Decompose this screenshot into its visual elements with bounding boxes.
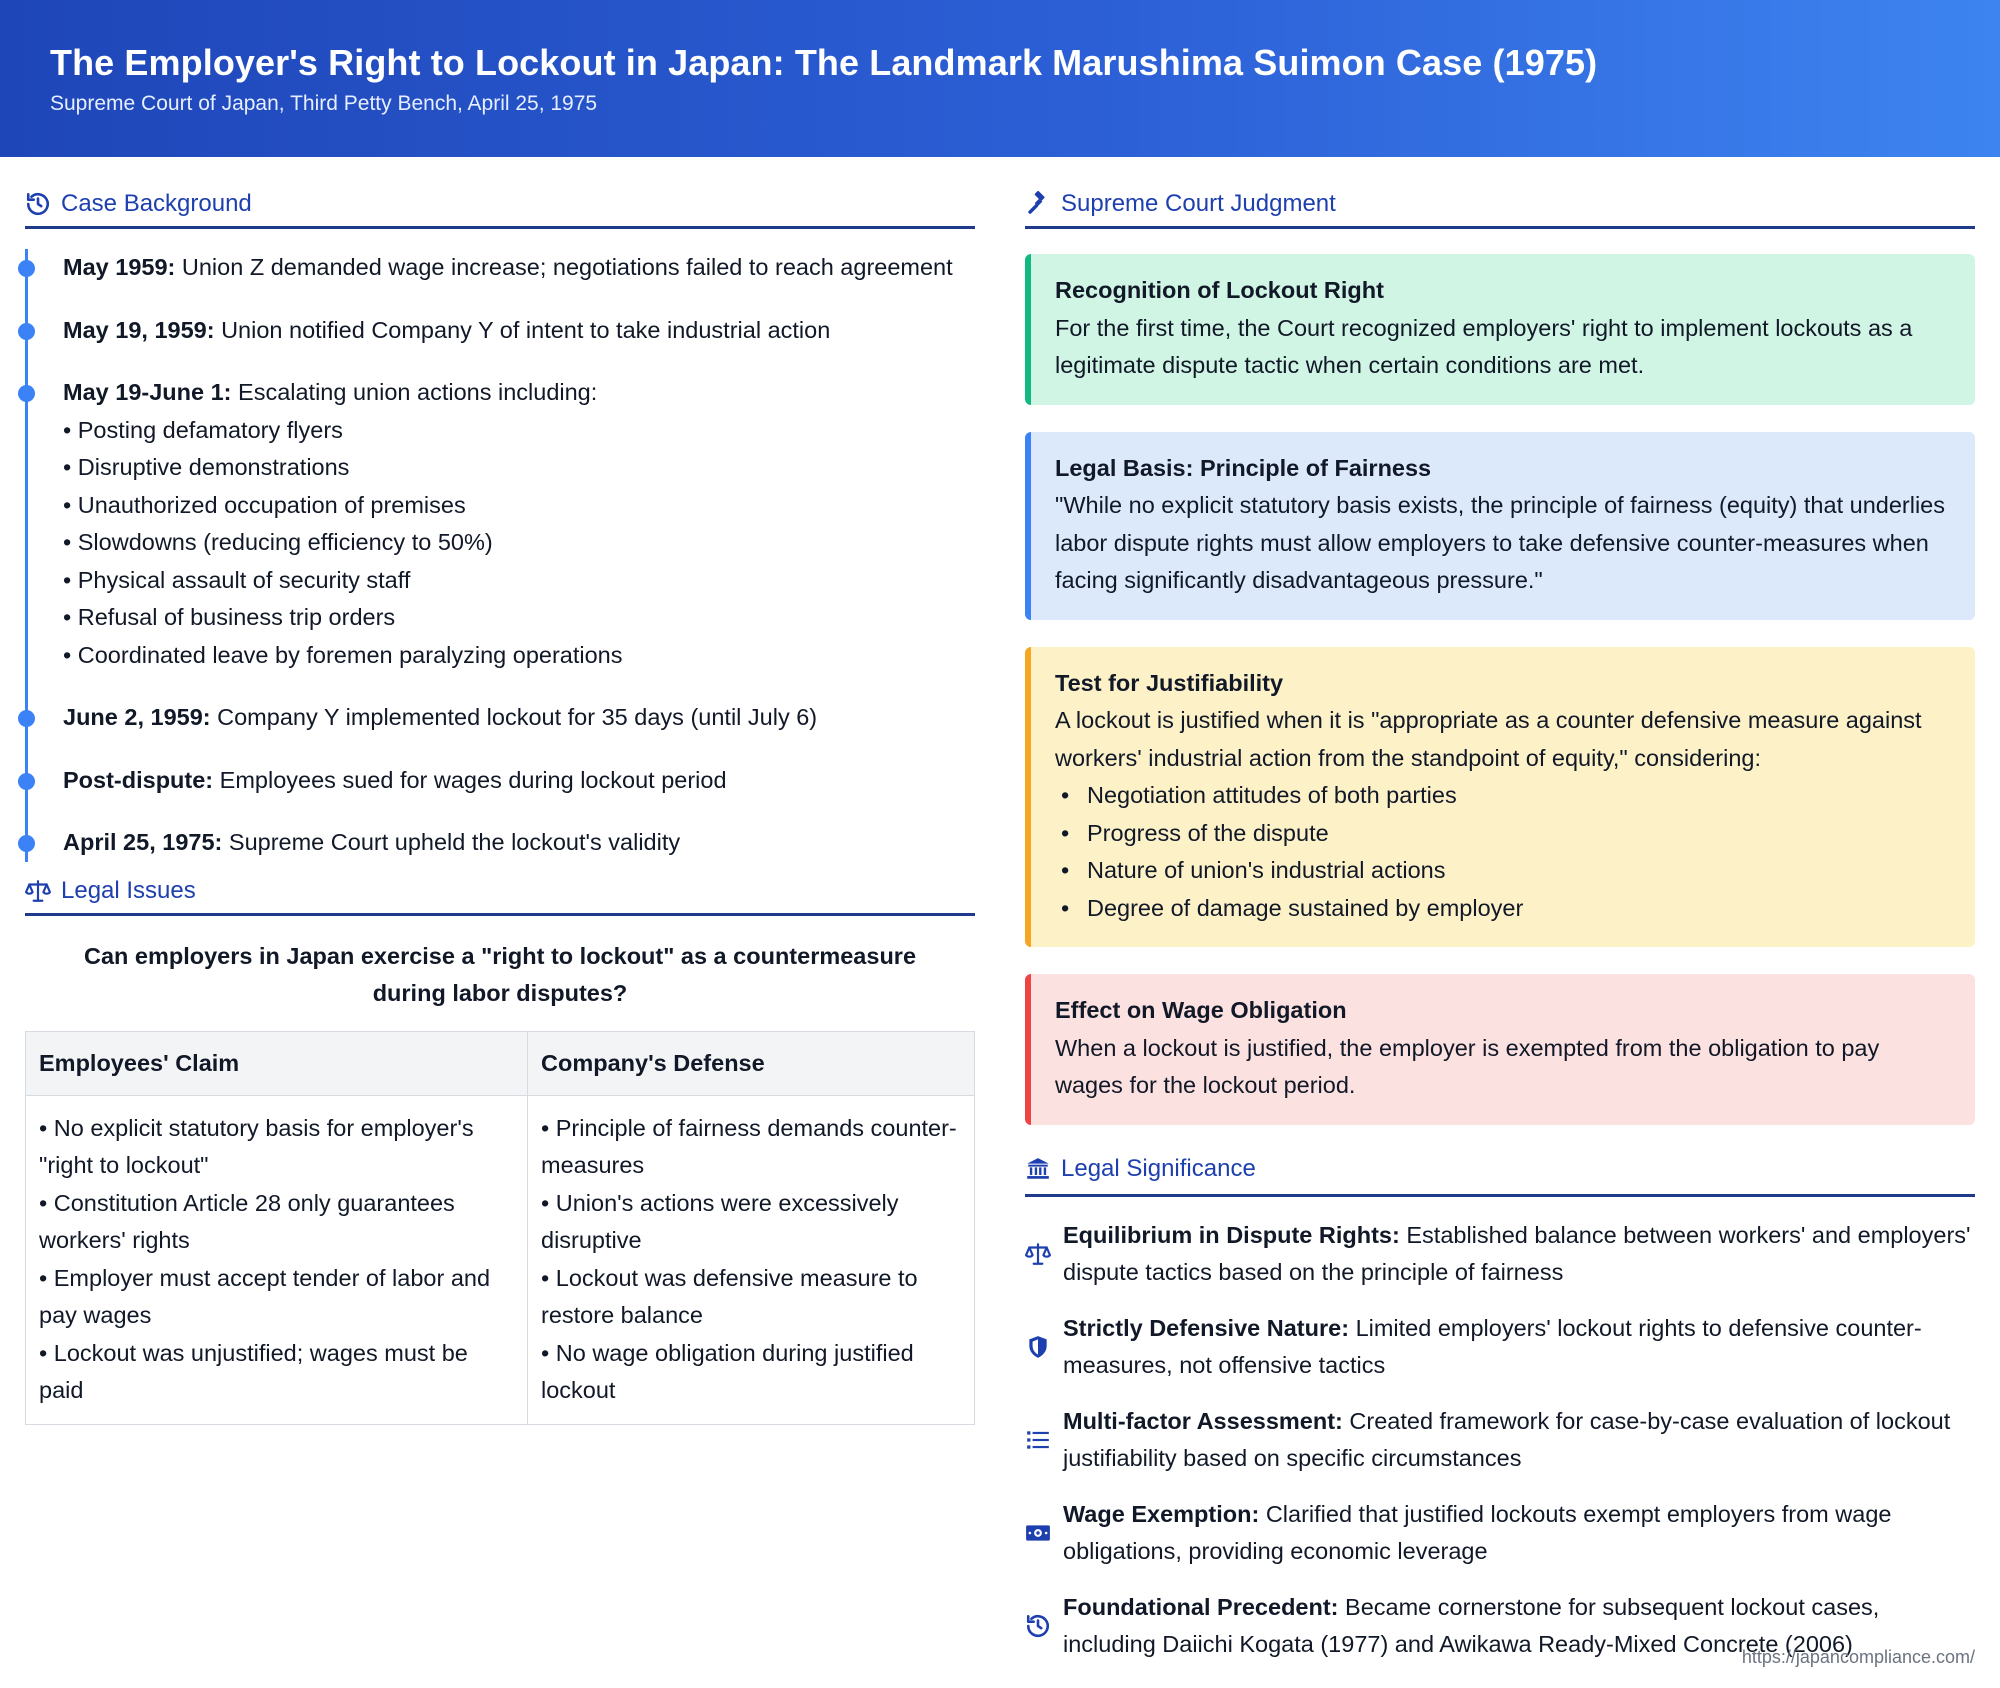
timeline-subitem: • Posting defamatory flyers [63, 416, 343, 443]
significance-title: Legal Significance [1061, 1155, 1256, 1182]
timeline-date: May 1959: [63, 254, 176, 280]
company-defense-header: Company's Defense [528, 1031, 975, 1095]
significance-item [1025, 1217, 1975, 1292]
claim-point: • Constitution Article 28 only guarantees workers' rights [39, 1189, 455, 1253]
list-icon [1025, 1427, 1063, 1453]
page-title: The Employer's Right to Lockout in Japan: The Landmark Marushima Suimon Case (1975) [50, 42, 1598, 83]
significance-list [1025, 1217, 1975, 1664]
defense-point: • Union's actions were excessively disruptive [541, 1189, 899, 1253]
significance-item [1025, 1310, 1975, 1385]
timeline-dot [18, 773, 35, 790]
card-title: Effect on Wage Obligation [1055, 997, 1347, 1023]
table-row [26, 1095, 975, 1424]
scale-icon [25, 878, 61, 904]
significance-item-text: Became cornerstone for subsequent lockout cases, including Daiichi Kogata (1977) and Awikawa Ready-Mixed Concrete (2006) [1063, 1593, 1880, 1657]
significance-item-title: Multi-factor Assessment: [1063, 1407, 1343, 1434]
landmark-icon [1025, 1156, 1061, 1182]
timeline-dot [18, 710, 35, 727]
timeline-item [63, 249, 975, 287]
timeline-item [63, 699, 975, 737]
timeline-text: Employees sued for wages during lockout period [219, 766, 727, 793]
judgment-heading [1025, 157, 1975, 229]
judgment-card [1025, 647, 1975, 948]
case-background-heading [25, 157, 975, 229]
factor-item: • Progress of the dispute [1055, 815, 1951, 853]
scale-icon [1025, 1241, 1063, 1267]
timeline-date: May 19, 1959: [63, 316, 215, 343]
timeline-dot [18, 260, 35, 277]
defense-point: • Principle of fairness demands counter-measures [541, 1114, 957, 1178]
claim-point: • Lockout was unjustified; wages must be paid [39, 1339, 468, 1403]
timeline-subitem: • Refusal of business trip orders [63, 604, 396, 630]
timeline-item [63, 312, 975, 350]
significance-item [1025, 1496, 1975, 1571]
timeline-text: Supreme Court upheld the lockout's validity [228, 829, 681, 855]
legal-issues-title: Legal Issues [61, 877, 196, 904]
timeline-subitem: • Slowdowns (reducing efficiency to 50%) [63, 529, 493, 555]
company-defense-cell [528, 1095, 975, 1424]
employees-claim-cell [26, 1095, 528, 1424]
card-title: Test for Justifiability [1055, 669, 1284, 696]
timeline-item [63, 762, 975, 800]
timeline-subitem: • Coordinated leave by foremen paralyzing operations [63, 641, 623, 668]
factor-item: • Nature of union's industrial actions [1055, 852, 1951, 890]
judgment-title: Supreme Court Judgment [1061, 189, 1336, 217]
significance-item-text: Created framework for case-by-case evaluation of lockout justifiability based on specific circumstances [1063, 1407, 1951, 1471]
timeline-text: Escalating union actions including: [238, 379, 598, 405]
timeline-text: Union Z demanded wage increase; negotiations failed to reach agreement [181, 254, 953, 280]
factor-item: • Negotiation attitudes of both parties [1055, 777, 1951, 815]
timeline-item [63, 824, 975, 862]
claim-point: • No explicit statutory basis for employer's "right to lockout" [39, 1114, 474, 1178]
right-column [1025, 157, 1975, 1682]
table-header-row [26, 1031, 975, 1095]
card-text: "While no explicit statutory basis exists, the principle of fairness (equity) that underlies labor dispute rights must allow employers to take defensive counter-measures when facing significantly disadvantageous pressure." [1055, 492, 1945, 593]
timeline-subitem: • Disruptive demonstrations [63, 454, 350, 480]
timeline-text: Company Y implemented lockout for 35 days (until July 6) [217, 704, 818, 730]
timeline-dot [18, 385, 35, 402]
timeline-date: June 2, 1959: [63, 704, 211, 730]
employees-claim-header: Employees' Claim [26, 1031, 528, 1095]
shield-icon [1025, 1334, 1063, 1360]
timeline-dot [18, 835, 35, 852]
timeline-dot [18, 323, 35, 340]
timeline-subitem: • Unauthorized occupation of premises [63, 491, 466, 518]
significance-item-title: Strictly Defensive Nature: [1063, 1314, 1350, 1341]
history-icon [1025, 1613, 1063, 1639]
card-text: When a lockout is justified, the employer is exempted from the obligation to pay wages for the lockout period. [1055, 1034, 1880, 1098]
justifiability-factors [1055, 777, 1951, 927]
significance-item [1025, 1403, 1975, 1478]
factor-item: • Degree of damage sustained by employer [1055, 890, 1951, 928]
significance-item-text: Clarified that justified lockouts exempt employers from wage obligations, providing economic leverage [1063, 1500, 1892, 1564]
timeline-text: Union notified Company Y of intent to take industrial action [221, 316, 831, 343]
timeline [25, 249, 975, 862]
judgment-card [1025, 974, 1975, 1125]
case-background-title: Case Background [61, 189, 252, 217]
history-icon [25, 191, 61, 217]
timeline-date: April 25, 1975: [63, 829, 223, 855]
claim-point: • Employer must accept tender of labor and pay wages [39, 1264, 491, 1328]
significance-item-title: Wage Exemption: [1063, 1500, 1260, 1527]
claims-table [25, 1031, 975, 1425]
significance-item-title: Equilibrium in Dispute Rights: [1063, 1221, 1400, 1248]
legal-issues-heading [25, 862, 975, 916]
significance-item-text: Established balance between workers' and employers' dispute tactics based on the principle of fairness [1063, 1221, 1971, 1285]
card-text: A lockout is justified when it is "appropriate as a counter defensive measure against workers' industrial action from the standpoint of equity," considering: [1055, 707, 1922, 771]
footer-url[interactable]: https://japancompliance.com/ [1741, 1647, 1975, 1667]
defense-point: • Lockout was defensive measure to restore balance [541, 1264, 918, 1328]
timeline-subitem: • Physical assault of security staff [63, 566, 411, 593]
judgment-card [1025, 432, 1975, 620]
significance-heading [1025, 1125, 1975, 1197]
page-header [0, 0, 2000, 157]
card-title: Legal Basis: Principle of Fairness [1055, 454, 1432, 481]
judgment-card [1025, 254, 1975, 405]
card-text: For the first time, the Court recognized employers' right to implement lockouts as a legitimate dispute tactic when certain conditions are met. [1055, 314, 1913, 378]
significance-item-title: Foundational Precedent: [1063, 1593, 1339, 1620]
significance-item-text: Limited employers' lockout rights to defensive counter-measures, not offensive tactics [1063, 1314, 1922, 1378]
judgment-cards [1025, 254, 1975, 1125]
left-column [25, 157, 975, 1425]
timeline-date: May 19-June 1: [63, 379, 232, 405]
gavel-icon [1025, 191, 1061, 217]
defense-point: • No wage obligation during justified lockout [541, 1339, 914, 1403]
legal-question: Can employers in Japan exercise a "right to lockout" as a countermeasure during labor disputes? [83, 942, 917, 1006]
page-subtitle: Supreme Court of Japan, Third Petty Bench, April 25, 1975 [50, 92, 598, 115]
timeline-item [63, 374, 975, 674]
card-title: Recognition of Lockout Right [1055, 277, 1384, 303]
timeline-date: Post-dispute: [63, 766, 214, 793]
money-bill-icon [1025, 1520, 1063, 1546]
